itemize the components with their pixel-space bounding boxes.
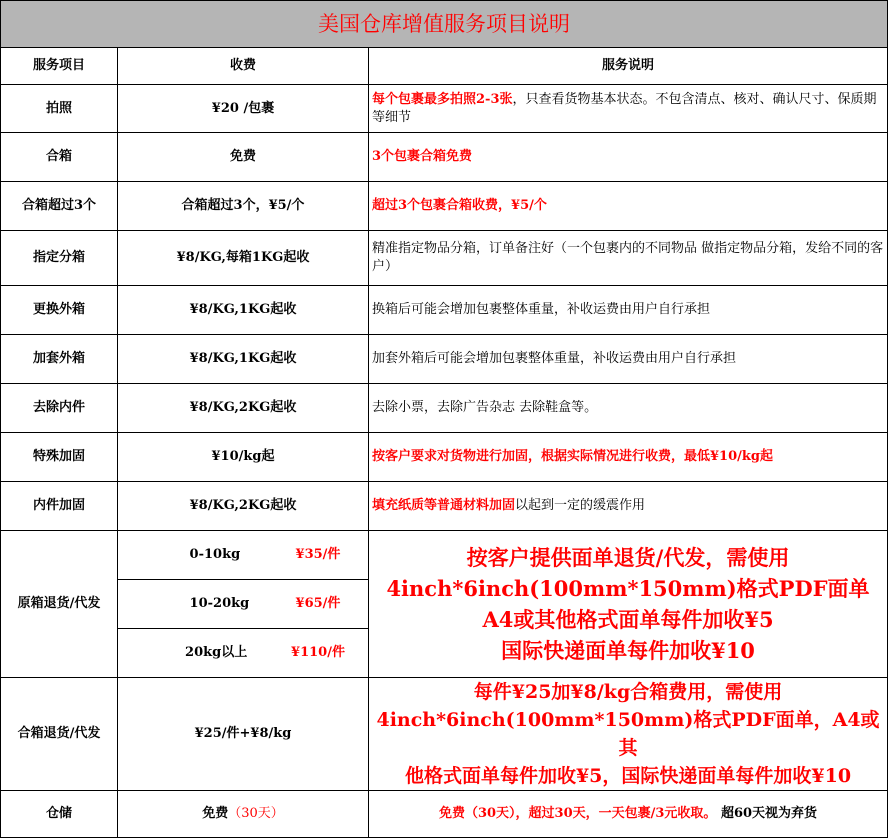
item-desc [369,286,888,335]
desc-line: A4或其他格式面单每件加收¥5 [482,607,774,632]
item-name: 合箱退货/代发 [1,678,118,791]
table-row [1,482,888,531]
item-name: 指定分箱 [1,231,118,286]
tier-price: ¥110/件 [291,645,345,660]
item-fee: ¥8/KG,2KG起收 [118,384,369,433]
table-row [1,678,888,791]
item-name: 特殊加固 [1,433,118,482]
desc-line: 按客户提供面单退货/代发，需使用 [466,545,790,570]
item-fee [118,791,369,838]
desc-highlight: 每个包裹最多拍照2-3张 [372,91,513,107]
header-item: 服务项目 [1,48,118,85]
page-title: 美国仓库增值服务项目说明 [1,1,888,48]
item-name: 内件加固 [1,482,118,531]
item-fee: ¥25/件+¥8/kg [118,678,369,791]
table-row [1,791,888,838]
item-fee: ¥8/KG,1KG起收 [118,335,369,384]
tier-fee [118,629,369,678]
tier-price: ¥65/件 [295,596,341,611]
header-desc: 服务说明 [369,48,888,85]
desc-line: 每件¥25加¥8/kg合箱费用，需使用 [473,681,783,703]
tier-weight: 10-20kg [189,596,250,611]
desc-text: 换箱后可能会增加包裹整体重量，补收运费由用户自行承担 [372,302,711,317]
desc-text: 以起到一定的缓震作用 [515,498,646,513]
header-fee: 收费 [118,48,369,85]
item-fee: ¥10/kg起 [118,433,369,482]
desc-text: 加套外箱后可能会增加包裹整体重量，补收运费由用户自行承担 [372,351,737,366]
item-fee: ¥8/KG,2KG起收 [118,482,369,531]
item-desc [369,85,888,133]
item-fee: ¥8/KG,1KG起收 [118,286,369,335]
item-name: 拍照 [1,85,118,133]
desc-bold: 超60天视为弃货 [716,806,818,821]
item-name: 合箱 [1,133,118,182]
item-name: 更换外箱 [1,286,118,335]
desc-highlight: 超过3个包裹合箱收费，¥5/个 [372,198,547,213]
tier-fee [118,531,369,580]
item-desc [369,231,888,286]
item-desc [369,182,888,231]
item-name: 仓储 [1,791,118,838]
table-row [1,531,888,580]
desc-line: 4inch*6inch(100mm*150mm)格式PDF面单 [386,576,870,601]
item-fee: 合箱超过3个，¥5/个 [118,182,369,231]
tier-price: ¥35/件 [295,547,341,562]
table-row [1,85,888,133]
desc-line: 4inch*6inch(100mm*150mm)格式PDF面单，A4或其 [376,709,880,759]
desc-highlight: 免费（30天），超过30天，一天包裹/3元收取。 [438,806,717,821]
item-desc [369,133,888,182]
return-combined-desc [369,678,888,791]
item-name: 去除内件 [1,384,118,433]
table-row [1,133,888,182]
storage-fee: 免费 [202,806,229,821]
desc-highlight: 按客户要求对货物进行加固，根据实际情况进行收费，最低¥10/kg起 [372,449,773,464]
item-fee: 免费 [118,133,369,182]
desc-highlight: 填充纸质等普通材料加固 [372,498,516,513]
table-row [1,286,888,335]
item-desc [369,384,888,433]
desc-text: 去除小票，去除广告杂志 去除鞋盒等。 [372,400,598,415]
tier-fee [118,580,369,629]
desc-line: 国际快递面单每件加收¥10 [501,638,755,663]
item-desc [369,482,888,531]
table-row [1,384,888,433]
table-row [1,231,888,286]
item-desc [369,335,888,384]
desc-line: 他格式面单每件加收¥5，国际快递面单每件加收¥10 [404,765,852,787]
tier-weight: 20kg以上 [185,645,248,660]
item-name: 加套外箱 [1,335,118,384]
tier-weight: 0-10kg [189,547,241,562]
desc-text: ，只查看货物基本状态。不包含清点、核对、确认尺寸、保质期等细节 [372,91,877,125]
desc-text: 精准指定物品分箱，订单备注好（一个包裹内的不同物品 做指定物品分箱，发给不同的客户） [372,241,884,274]
item-name: 合箱超过3个 [1,182,118,231]
table-row [1,433,888,482]
table-row [1,182,888,231]
item-fee: ¥8/KG,每箱1KG起收 [118,231,369,286]
item-fee: ¥20 /包裹 [118,85,369,133]
item-desc [369,791,888,838]
storage-fee-note: （30天） [228,806,284,821]
item-desc [369,433,888,482]
table-row [1,335,888,384]
desc-highlight: 3个包裹合箱免费 [372,149,473,164]
return-original-desc [369,531,888,678]
item-name: 原箱退货/代发 [1,531,118,678]
